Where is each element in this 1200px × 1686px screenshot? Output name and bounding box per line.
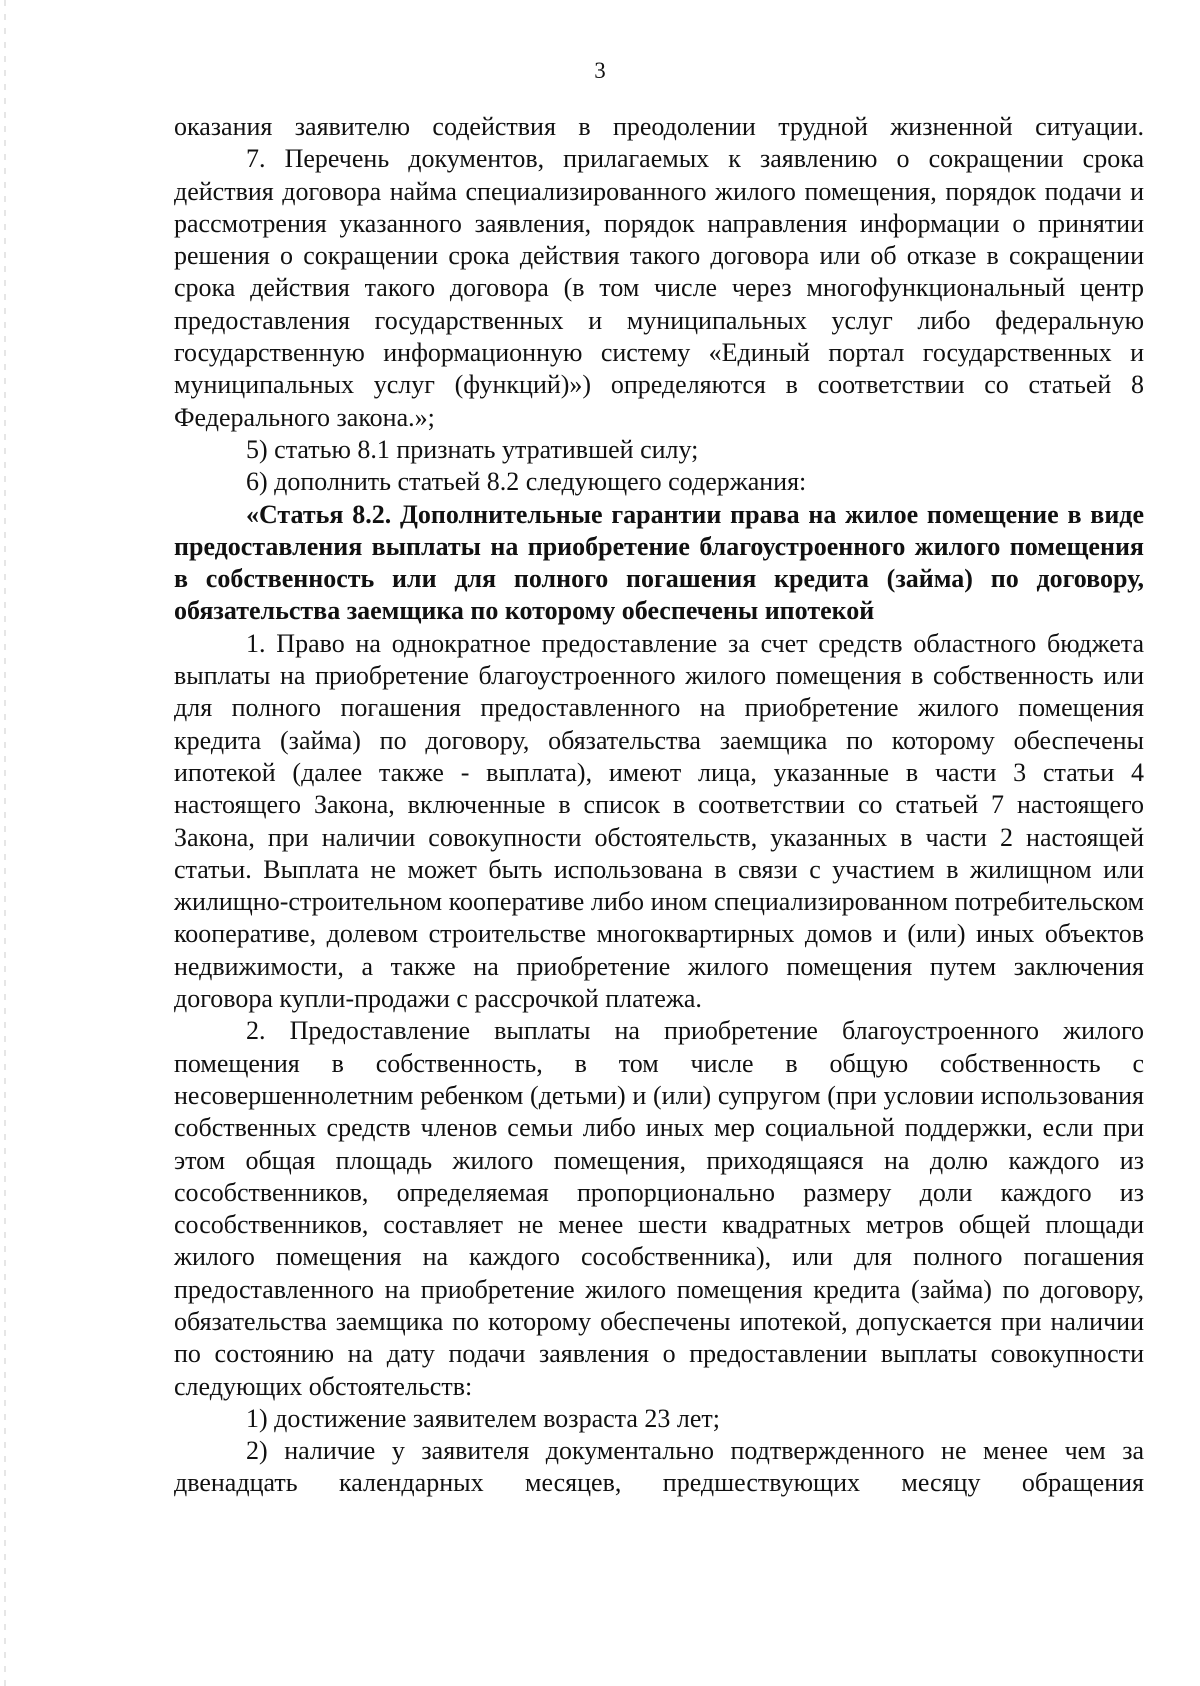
paragraph-amendment-5: 5) статью 8.1 признать утратившей силу;: [246, 434, 699, 464]
scan-edge: [4, 0, 6, 1686]
page-number: 3: [594, 58, 606, 83]
paragraph-part-1: 1. Право на однократное предоставление за счет средств областного бюджета выплаты на приобретение благоустроенного жилого помещения в собственность или для полного погашения предоставленного на приобретение жилого помещения кредита (займа) по договору, обязательства заемщика по которому обеспечены ипотекой (далее также - выплата), имеют лица, указанные в части 3 статьи 4 настоящего Закона, включенные в список в соответствии со статьей 7 настоящего Закона, при наличии совокупности обстоятельств, указанных в части 2 настоящей статьи. Выплата не может быть использована в связи с участием в жилищном или жилищно-строительном кооперативе либо ином специализированном потребительском кооперативе, долевом строительстве многоквартирных домов и (или) иных объектов недвижимости, а также на приобретение жилого помещения путем заключения договора купли-продажи с рассрочкой платежа.: [174, 628, 1144, 1014]
paragraph-amendment-6: 6) дополнить статьей 8.2 следующего содержания:: [246, 467, 807, 497]
document-body: [174, 111, 1144, 1500]
paragraph-item-7: 7. Перечень документов, прилагаемых к заявлению о сокращении срока действия договора найма специализированного жилого помещения, порядок подачи и рассмотрения указанного заявления, порядок направления информации о принятии решения о сокращении срока действия такого договора или об отказе в сокращении срока действия такого договора (в том числе через многофункциональный центр предоставления государственных и муниципальных услуг либо федеральную государственную информационную систему «Единый портал государственных и муниципальных услуг (функций)») определяются в соответствии со статьей 8 Федерального закона.»;: [174, 144, 1144, 432]
article-heading: «Статья 8.2. Дополнительные гарантии права на жилое помещение в виде предоставления выплаты на приобретение благоустроенного жилого помещения в собственность или для полного погашения кредита (займа) по договору, обязательства заемщика по которому обеспечены ипотекой: [174, 499, 1144, 626]
paragraph-part-2: 2. Предоставление выплаты на приобретение благоустроенного жилого помещения в собственность, в том числе в общую собственность с несовершеннолетним ребенком (детьми) и (или) супругом (при условии использования собственных средств членов семьи либо иных мер социальной поддержки, если при этом общая площадь жилого помещения, приходящаяся на долю каждого из сособственников, определяемая пропорционально размеру доли каждого из сособственников, составляет не менее шести квадратных метров общей площади жилого помещения на каждого сособственника), или для полного погашения предоставленного на приобретение жилого помещения кредита (займа) по договору, обязательства заемщика по которому обеспечены ипотекой, допускается при наличии по состоянию на дату подачи заявления о предоставлении выплаты совокупности следующих обстоятельств:: [174, 1016, 1144, 1401]
paragraph-condition-1: 1) достижение заявителем возраста 23 лет;: [246, 1403, 720, 1433]
paragraph-condition-2: 2) наличие у заявителя документально подтвержденного не менее чем за двенадцать календарных месяцев, предшествующих месяцу обращения: [174, 1436, 1144, 1498]
paragraph-continuation: оказания заявителю содействия в преодолении трудной жизненной ситуации.: [174, 112, 1144, 141]
